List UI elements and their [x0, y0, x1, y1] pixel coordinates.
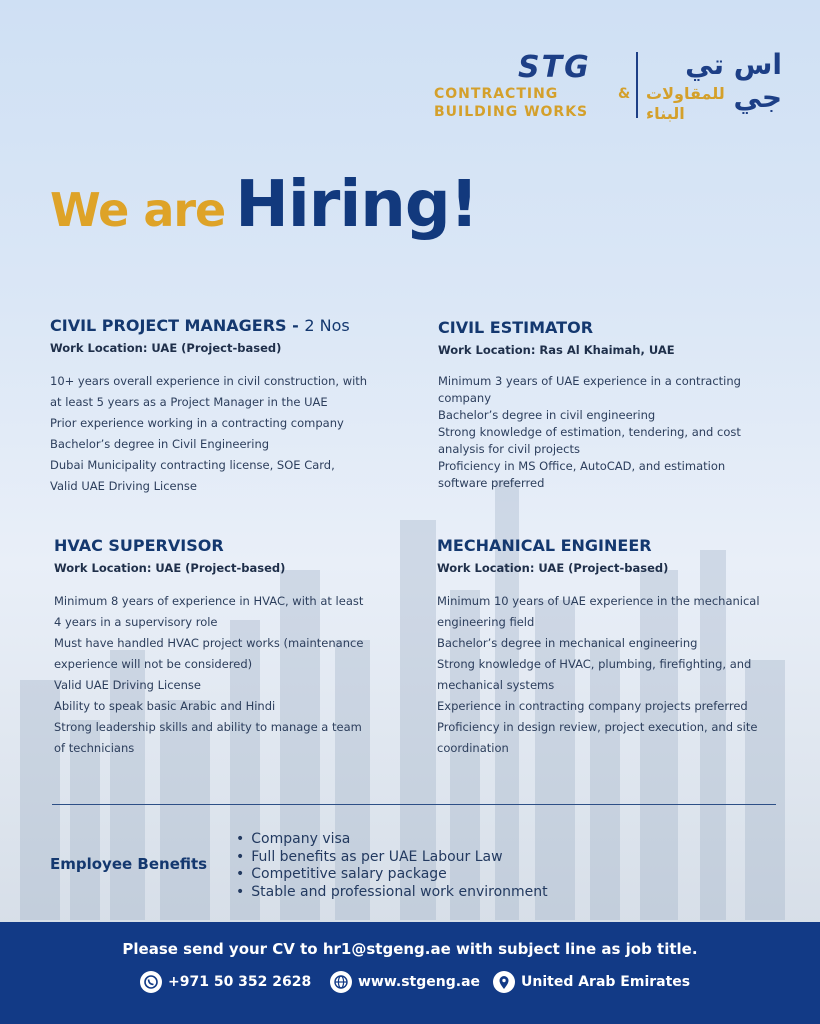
globe-icon	[330, 971, 352, 993]
requirement-line: Proficiency in MS Office, AutoCAD, and estimation	[438, 459, 726, 473]
requirement-line: experience will not be considered)	[54, 657, 253, 671]
job-requirements	[50, 371, 367, 497]
job-requirements	[437, 591, 760, 759]
job-mechanical-engineer	[437, 536, 760, 759]
requirement-line: 10+ years overall experience in civil construction, with	[50, 374, 368, 388]
cv-text-pre: Please send your CV to	[122, 940, 323, 958]
job-title	[50, 316, 367, 335]
section-divider	[52, 804, 776, 805]
requirement-line: analysis for civil projects	[438, 442, 580, 456]
requirement-line: software preferred	[438, 476, 545, 490]
requirement-line: Minimum 3 years of UAE experience in a contracting	[438, 374, 741, 388]
requirement-line: of technicians	[54, 741, 135, 755]
requirement-line: Proficiency in design review, project execution, and site	[437, 720, 758, 734]
requirement-line: Prior experience working in a contracting company	[50, 416, 344, 430]
hero-heading	[50, 168, 478, 242]
requirement-line: mechanical systems	[437, 678, 555, 692]
requirement-line: Bachelor’s degree in mechanical engineering	[437, 636, 698, 650]
benefit-item: • Competitive salary package	[236, 866, 548, 884]
requirement-line: Valid UAE Driving License	[54, 678, 201, 692]
hero-we-are: We are	[50, 183, 226, 237]
requirement-line: Bachelor’s degree in civil engineering	[438, 408, 656, 422]
requirement-line: Dubai Municipality contracting license, SOE Card,	[50, 458, 335, 472]
logo-stg-text: STG	[518, 50, 591, 85]
requirement-line: Experience in contracting company projects preferred	[437, 699, 748, 713]
phone-contact[interactable]	[140, 970, 311, 994]
benefit-item: • Stable and professional work environment	[236, 884, 548, 902]
job-quantity: 2 Nos	[304, 316, 350, 335]
job-location: Work Location: UAE (Project-based)	[50, 341, 282, 355]
benefits-list	[236, 831, 548, 901]
job-title: HVAC SUPERVISOR	[54, 536, 224, 555]
requirement-line: engineering field	[437, 615, 535, 629]
job-location: Work Location: Ras Al Khaimah, UAE	[438, 343, 675, 357]
job-civil-estimator	[438, 318, 741, 492]
requirement-line: company	[438, 391, 492, 405]
cv-text-post: with subject line as job title.	[450, 940, 698, 958]
benefits-heading: Employee Benefits	[50, 855, 208, 873]
job-location: Work Location: UAE (Project-based)	[54, 561, 286, 575]
requirement-line: Ability to speak basic Arabic and Hindi	[54, 699, 276, 713]
logo-ampersand: &	[618, 86, 631, 102]
requirement-line: Minimum 10 years of UAE experience in the mechanical	[437, 594, 760, 608]
requirement-line: Strong knowledge of HVAC, plumbing, firefighting, and	[437, 657, 752, 671]
logo-building-works-text: BUILDING WORKS	[434, 104, 589, 120]
location-pin-icon	[493, 971, 515, 993]
requirement-line: at least 5 years as a Project Manager in the UAE	[50, 395, 328, 409]
logo-arabic-name: اس تي جي	[685, 48, 782, 114]
requirement-line: 4 years in a supervisory role	[54, 615, 218, 629]
contact-footer	[0, 922, 820, 1024]
job-title-text: CIVIL PROJECT MANAGERS -	[50, 316, 305, 335]
website-contact[interactable]	[330, 970, 480, 994]
requirement-line: Strong knowledge of estimation, tendering, and cost	[438, 425, 741, 439]
website-url: www.stgeng.ae	[358, 974, 481, 990]
cv-instructions	[0, 940, 820, 958]
company-logo	[432, 48, 782, 124]
job-location: Work Location: UAE (Project-based)	[437, 561, 669, 575]
requirement-line: Minimum 8 years of experience in HVAC, with at least	[54, 594, 364, 608]
location-text: United Arab Emirates	[521, 974, 691, 990]
hero-hiring: Hiring!	[235, 168, 478, 242]
job-civil-project-managers	[50, 316, 367, 497]
requirement-line: Must have handled HVAC project works (maintenance	[54, 636, 364, 650]
requirement-line: Valid UAE Driving License	[50, 479, 197, 493]
logo-arabic-line2: البناء	[646, 104, 685, 123]
job-hvac-supervisor	[54, 536, 363, 759]
requirement-line: coordination	[437, 741, 509, 755]
job-title: MECHANICAL ENGINEER	[437, 536, 652, 555]
requirement-line: Strong leadership skills and ability to manage a team	[54, 720, 362, 734]
requirement-line: Bachelor’s degree in Civil Engineering	[50, 437, 270, 451]
location-contact	[493, 970, 690, 994]
logo-arabic-line1: للمقاولات	[646, 84, 725, 103]
job-requirements	[438, 373, 741, 492]
job-title: CIVIL ESTIMATOR	[438, 318, 594, 337]
benefit-item: • Full benefits as per UAE Labour Law	[236, 849, 548, 867]
cv-email-link[interactable]: hr1@stgeng.ae	[322, 940, 451, 958]
whatsapp-icon	[140, 971, 162, 993]
logo-divider	[636, 52, 638, 118]
benefit-item: • Company visa	[236, 831, 548, 849]
logo-contracting-text: CONTRACTING	[434, 86, 559, 102]
job-requirements	[54, 591, 363, 759]
phone-number: +971 50 352 2628	[168, 974, 312, 990]
